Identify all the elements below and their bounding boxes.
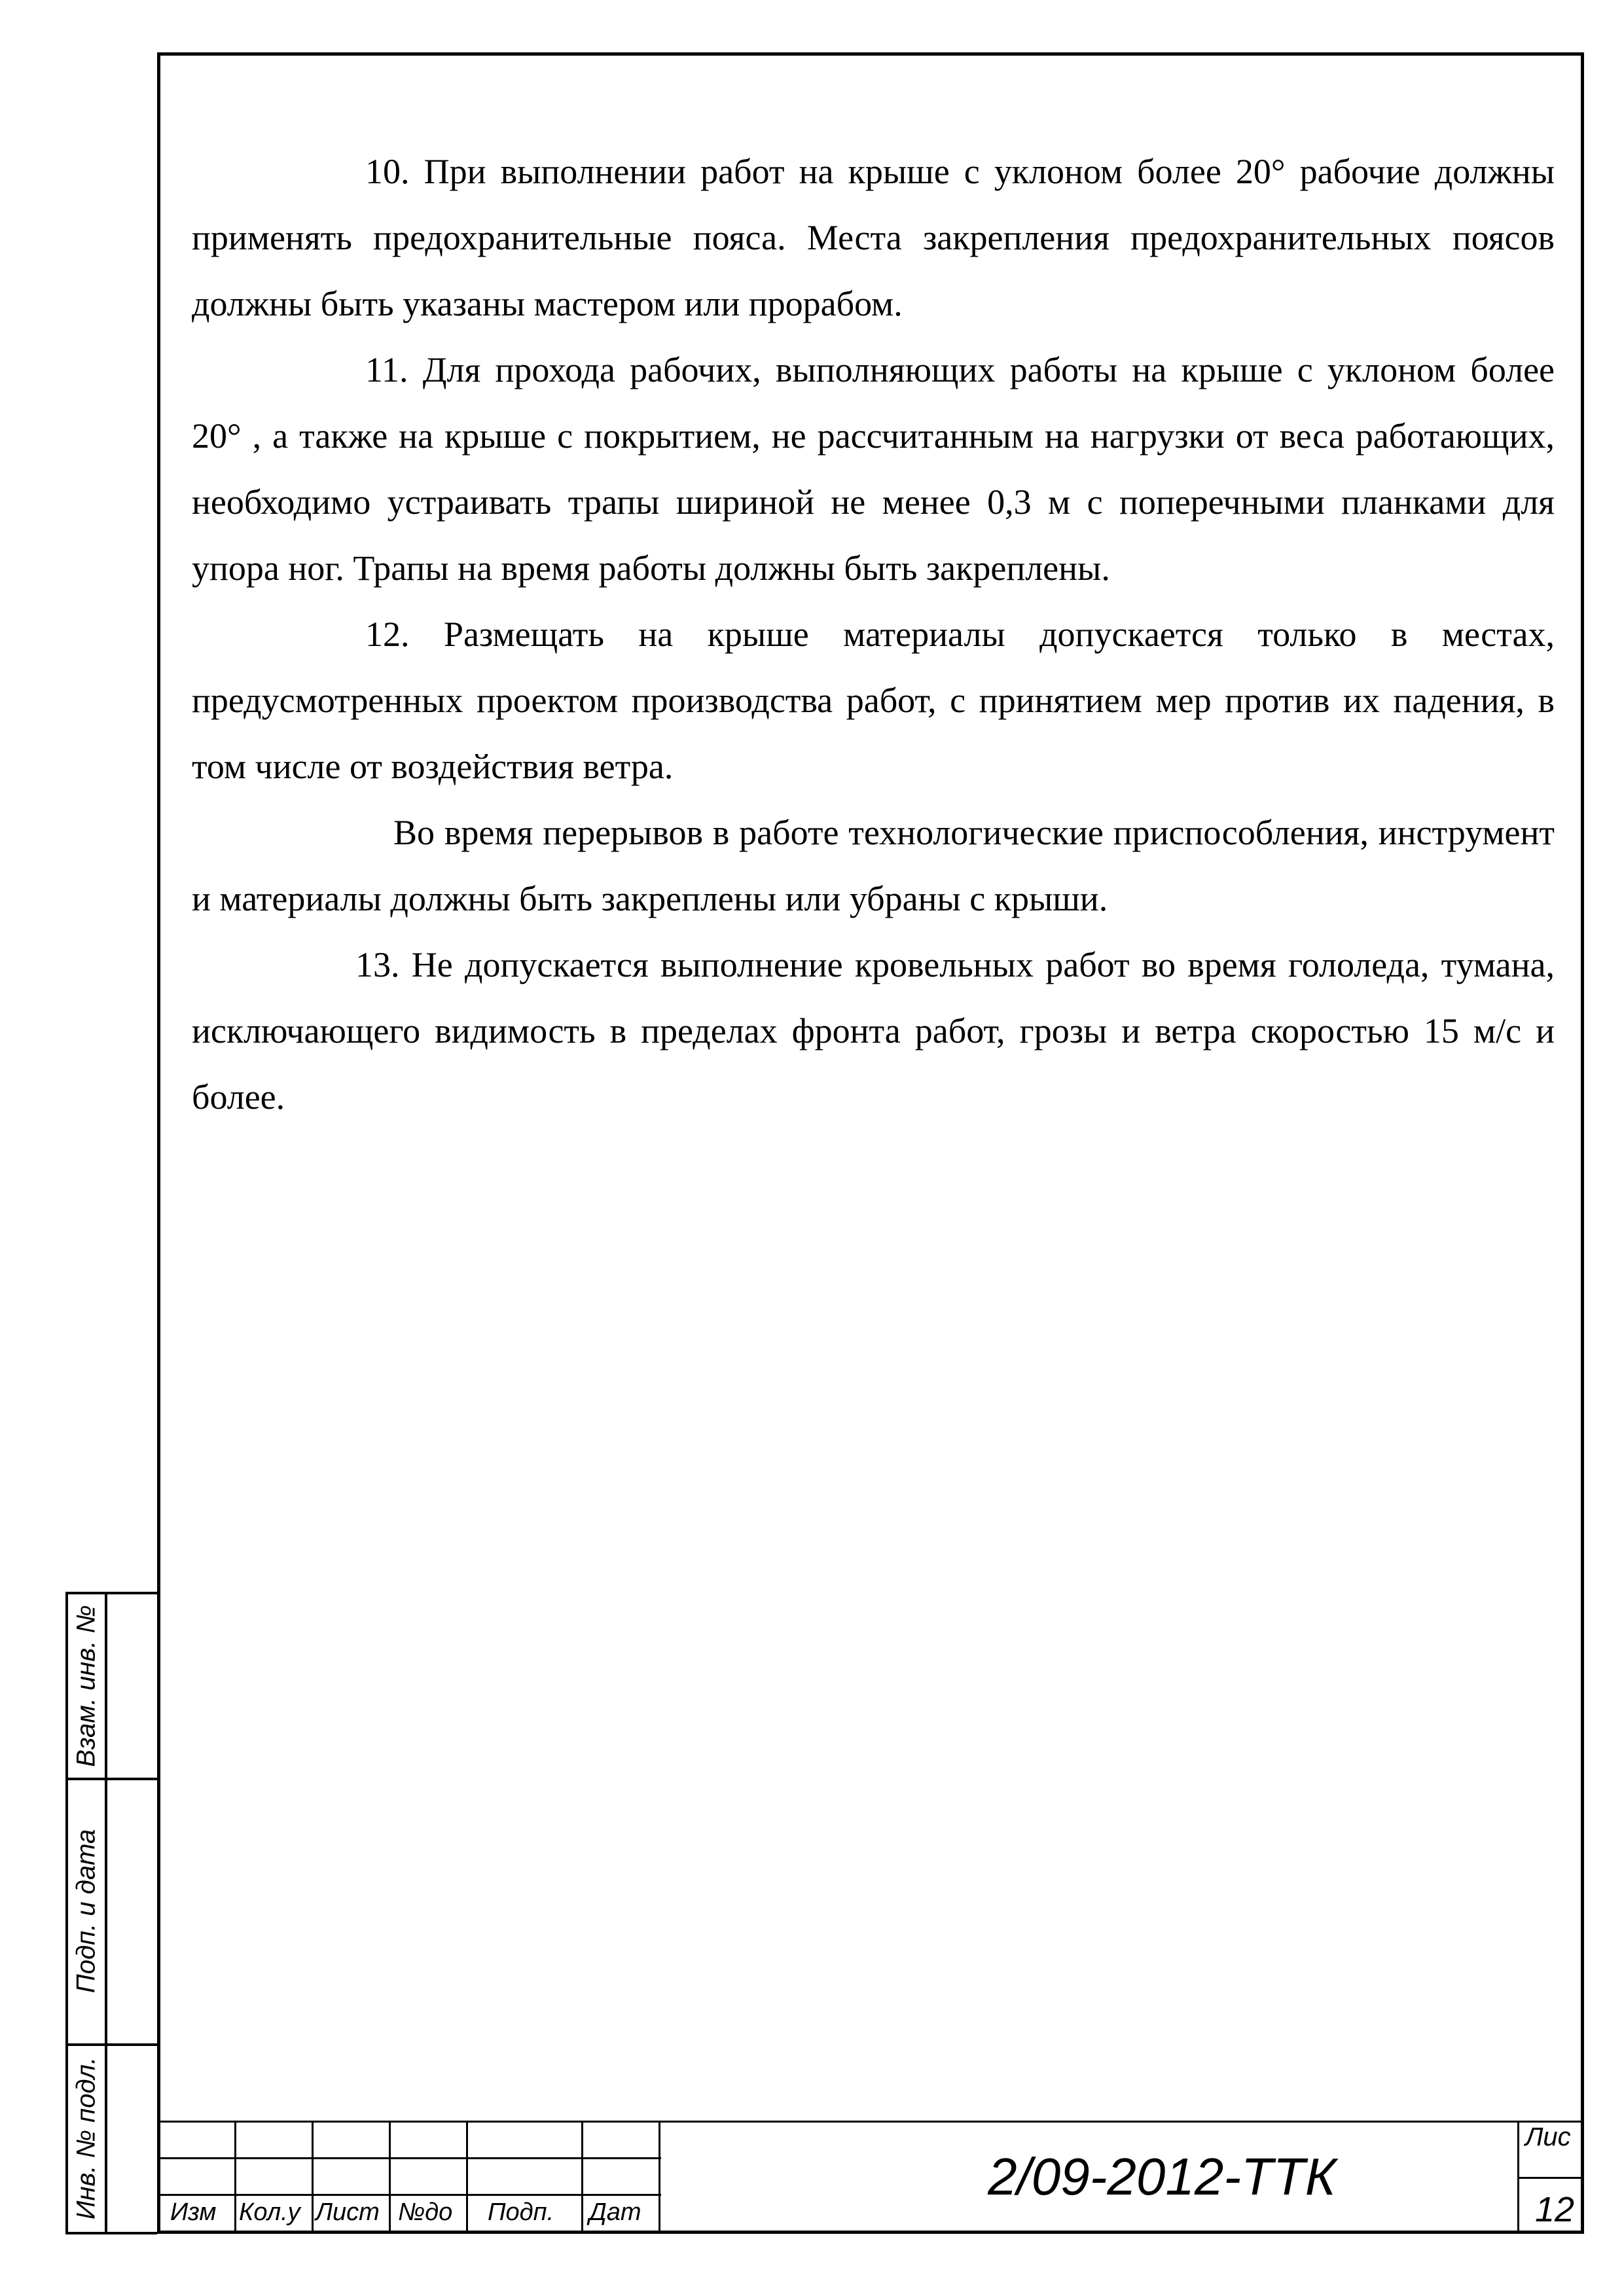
paragraph-12: 12. Размещать на крыше материалы допускается только в местах, предусмотренных проектом производства работ, с принятием мер против их падения, в том числе от воздействия ветра. xyxy=(192,615,1555,786)
title-block-divider xyxy=(312,2121,314,2234)
paragraph-12-continued: Во время перерывов в работе технологические приспособления, инструмент и материалы должны быть закреплены или убраны с крыши. xyxy=(192,813,1555,918)
title-block-rule xyxy=(157,2194,661,2196)
side-stamp-inventory-swap xyxy=(65,1592,157,1780)
title-block-divider xyxy=(389,2121,391,2234)
paragraph-11: 11. Для прохода рабочих, выполняющих работы на крыше с уклоном более 20° , а также на крыше с покрытием, не рассчитанным на нагрузки от веса работающих, необходимо устраивать трапы шириной не менее 0,3 м с поперечными планками для упора ног. Трапы на время работы должны быть закреплены. xyxy=(192,350,1555,588)
col-sign-label: Подп. xyxy=(488,2198,554,2226)
side-stamp-inventory-original xyxy=(65,2045,157,2234)
sheet-number: 12 xyxy=(1534,2190,1575,2229)
col-change-label: Изм xyxy=(170,2198,217,2226)
title-block-divider xyxy=(234,2121,236,2234)
paragraph-10: 10. При выполнении работ на крыше с уклоном более 20° рабочие должны применять предохранительные пояса. Места закрепления предохранительных поясов должны быть указаны мастером или прорабом. xyxy=(192,152,1555,323)
title-block-top-rule xyxy=(157,2121,1584,2123)
col-date-label: Дат xyxy=(589,2198,641,2226)
title-block-divider xyxy=(581,2121,583,2234)
title-block-divider xyxy=(466,2121,468,2234)
title-block-divider xyxy=(659,2121,660,2234)
side-stamp-sign-date xyxy=(65,1779,157,2046)
side-stamp-label: Инв. № подл. xyxy=(71,2056,101,2220)
document-code: 2/09-2012-ТТК xyxy=(988,2147,1336,2206)
side-stamp-label-cell xyxy=(68,2045,107,2232)
sheet-label: Лис xyxy=(1525,2123,1571,2151)
title-block xyxy=(157,2121,1584,2234)
title-block-rule xyxy=(157,2157,661,2159)
col-doc-label: №до xyxy=(398,2198,453,2226)
document-body xyxy=(192,139,1555,1130)
side-stamp-label: Взам. инв. № xyxy=(71,1605,101,1767)
side-stamp-label: Подп. и дата xyxy=(71,1829,101,1994)
paragraph-13: 13. Не допускается выполнение кровельных работ во время гололеда, тумана, исключающего видимость в пределах фронта работ, грозы и ветра скоростью 15 м/с и более. xyxy=(192,945,1555,1117)
col-sheet-label: Лист xyxy=(316,2198,380,2226)
side-stamp-label-cell xyxy=(68,1779,107,2043)
col-qty-label: Кол.у xyxy=(239,2198,300,2226)
side-stamp-label-cell xyxy=(68,1594,107,1778)
